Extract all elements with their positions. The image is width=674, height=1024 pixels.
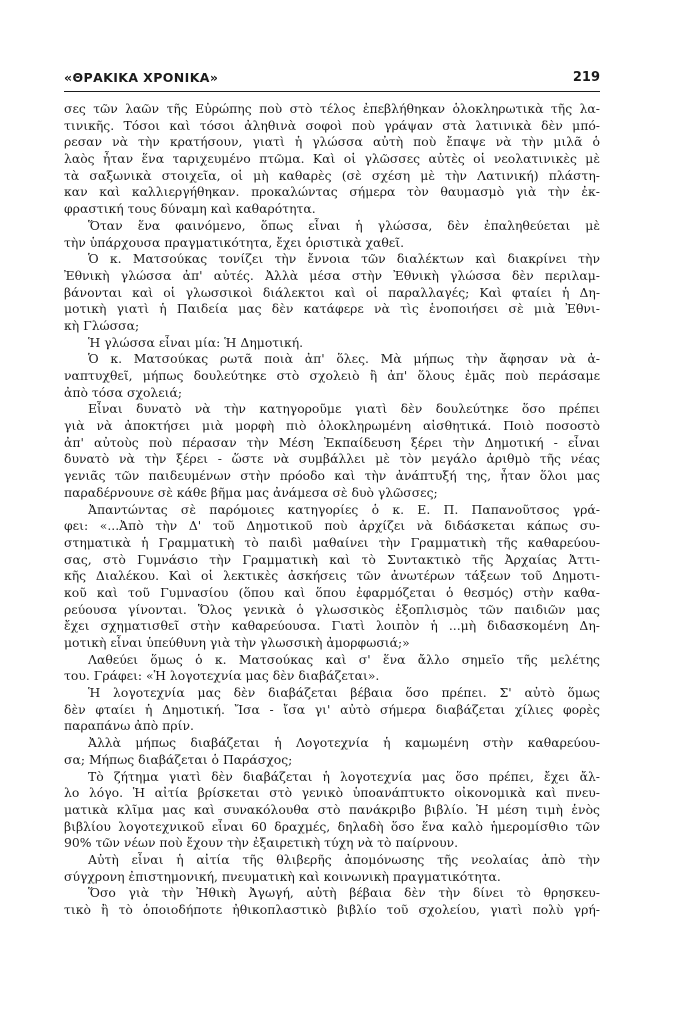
text-line: ναπτυχθεῖ, μήπως δουλεύτηκε στὸ σχολειὸ ἢ ἀπ' ὅλους ἐμᾶς ποὺ περάσαμε (64, 368, 600, 383)
text-line: μοτικὴ εἶναι ὑπεύθυνη γιὰ τὴν γλωσσικὴ ἀμορφωσιά;» (64, 635, 410, 650)
text-line: Τὸ ζήτημα γιατὶ δὲν διαβάζεται ἡ λογοτεχνία μας ὅσο πρέπει, ἔχει ἄλ- (88, 768, 600, 784)
text-line: τὰ σαξωνικὰ στοιχεῖα, οἱ μὴ καθαρὲς (σὲ σχέση μὲ τὴν Λατινική) πλάστη- (64, 167, 600, 183)
text-line: Ὁ κ. Ματσούκας τονίζει τὴν ἔννοια τῶν διαλέκτων καὶ διακρίνει τὴν (88, 251, 600, 267)
text-line: γιὰ νὰ ἀποκτήσει μιὰ μορφὴ πιὸ ὁλοκληρωμένη αἰσθητικά. Ποιὸ ποσοστὸ (64, 418, 600, 434)
text-line: λαὸς ἦταν ἕνα ταριχευμένο πτῶμα. Καὶ οἱ γλῶσσες αὐτὲς οἱ νεολατινικὲς μὲ (64, 151, 600, 167)
text-line: ἀπ' αὐτοὺς ποὺ πέρασαν τὴν Μέση Ἐκπαίδευση ξέρει τὴν Δημοτική - εἶναι (64, 434, 600, 450)
text-line: κῆς Διαλέκου. Καὶ οἱ λεκτικὲς ἀσκήσεις τῶν ἀνωτέρων τάξεων τοῦ Δημοτι- (64, 568, 600, 584)
text-line: καν καὶ καλλιεργήθηκαν. προκαλώντας σήμερα τὸν θαυμασμὸ γιὰ τὴν ἐκ- (64, 184, 600, 200)
text-line: στηματικὰ ἡ Γραμματικὴ τὸ παιδὶ μαθαίνει τὴν Γραμματικὴ τῆς καθαρεύου- (64, 534, 600, 550)
text-line: σα; Μήπως διαβάζεται ὁ Παράσχος; (64, 751, 293, 767)
text-line: φει: «...Ἀπὸ τὴν Δ' τοῦ Δημοτικοῦ ποὺ ἀρχίζει νὰ διδάσκεται κάπως συ- (64, 518, 600, 534)
text-line: του. Γράφει: «Ἡ λογοτεχνία μας δὲν διαβάζεται». (64, 668, 380, 684)
text-line: δὲν φταίει ἡ Δημοτική. Ἴσα - ἴσα γι' αὐτὸ σήμερα διαβάζεται χίλιες φορὲς (64, 701, 600, 717)
text-line: λο λόγο. Ἡ αἰτία βρίσκεται στὸ γενικὸ ὑποανάπτυκτο οἰκονομικὰ καὶ πνευ- (64, 785, 600, 801)
body-text (64, 101, 600, 919)
text-line: ἔχει σχηματισθεῖ στὴν καθαρεύουσα. Γιατὶ λοιπὸν ἡ ...μὴ διδασκομένη Δη- (64, 618, 600, 634)
text-line: ρεύουσα γίνονται. Ὅλος γενικὰ ὁ γλωσσικὸς ἐξοπλισμὸς τῶν παιδιῶν μας (64, 601, 600, 617)
text-line: ρεσαν νὰ τὴν κρατήσουν, γιατὶ ἡ γλώσσα αὐτὴ ποὺ ἔπαψε νὰ τὴν μιλᾶ ὁ (64, 134, 600, 150)
text-line: Εἶναι δυνατὸ νὰ τὴν κατηγοροῦμε γιατὶ δὲν δουλεύτηκε ὅσο πρέπει (88, 401, 600, 417)
text-line: Ὁ κ. Ματσούκας ρωτᾶ ποιὰ ἀπ' ὅλες. Μὰ μήπως τὴν ἄφησαν νὰ ἀ- (88, 351, 600, 367)
text-line: τινικῆς. Τόσοι καὶ τόσοι ἀληθινὰ σοφοὶ ποὺ γράψαν στὰ λατινικὰ δὲν μπό- (64, 117, 600, 133)
text-line: ἀπὸ τόσα σχολειά; (64, 384, 183, 400)
running-head (64, 70, 600, 90)
text-line: Ἡ λογοτεχνία μας δὲν διαβάζεται βέβαια ὅσο πρέπει. Σ' αὐτὸ ὅμως (88, 685, 600, 701)
text-line: Ἀπαντώντας σὲ παρόμοιες κατηγορίες ὁ κ. Ε. Π. Παπανοῦτσος γρά- (88, 501, 600, 517)
text-line: βιβλίου λογοτεχνικοῦ εἶναι 60 δραχμές, δηλαδὴ ὅσο ἕνα καλὸ ἡμερομίσθιο τῶν (64, 818, 600, 834)
text-line: Ὅταν ἕνα φαινόμενο, ὅπως εἶναι ἡ γλώσσα, δὲν ἐπαληθεύεται μὲ (88, 217, 600, 233)
text-line: Λαθεύει ὅμως ὁ κ. Ματσούκας καὶ σ' ἕνα ἄλλο σημεῖο τῆς μελέτης (88, 651, 600, 667)
text-line: 90% τῶν νέων ποὺ ἔχουν τὴν ἐξαιρετικὴ τύχη νὰ τὸ παίρνουν. (64, 835, 459, 851)
text-line: σας, στὸ Γυμνάσιο τὴν Γραμματικὴ καὶ τὸ Συντακτικὸ τῆς Ἀρχαίας Ἀττι- (64, 551, 600, 567)
text-line: κοῦ καὶ τοῦ Γυμνασίου (ὅπου καὶ ὅπου ἐφαρμόζεται ὁ θεσμός) στὴν καθα- (64, 584, 600, 600)
page-number: 219 (572, 70, 600, 85)
text-line: κὴ Γλώσσα; (64, 317, 140, 333)
text-line: βάνονται καὶ οἱ γλωσσικοὶ διάλεκτοι καὶ οἱ παραλλαγές; Καὶ φταίει ἡ Δη- (64, 284, 600, 300)
running-title: «ΘΡΑΚΙΚΑ ΧΡΟΝΙΚΑ» (64, 70, 219, 85)
text-line: μοτικὴ γιατὶ ἡ Παιδεία μας δὲν κατάφερε νὰ τὶς ἑνοποιήσει σὲ μιὰ Ἐθνι- (64, 301, 600, 317)
text-line: ματικὰ κλῖμα μας καὶ συνακόλουθα στὸ πανάκριβο βιβλίο. Ἡ μέση τιμὴ ἑνὸς (64, 801, 600, 817)
text-line: Ἡ γλώσσα εἶναι μία: Ἡ Δημοτική. (88, 334, 304, 350)
text-line: παραπάνω ἀπὸ πρίν. (64, 718, 194, 734)
text-line: σύγχρονη ἐπιστημονική, πνευματικὴ καὶ κοινωνικὴ πραγματικότητα. (64, 868, 501, 884)
text-line: παραδέρνουνε σὲ κάθε βῆμα μας ἀνάμεσα σὲ δυὸ γλῶσσες; (64, 484, 438, 500)
text-line: τικὸ ἢ τὸ ὁποιοδήποτε ἠθικοπλαστικὸ βιβλίο τοῦ σχολείου, γιατὶ πολὺ γρή- (64, 902, 600, 917)
text-line: Ἀλλὰ μήπως διαβάζεται ἡ Λογοτεχνία ἡ καμωμένη στὴν καθαρεύου- (88, 735, 600, 751)
text-line: Ὅσο γιὰ τὴν Ἠθικὴ Ἀγωγή, αὐτὴ βέβαια δὲν τὴν δίνει τὸ θρησκευ- (88, 885, 600, 901)
text-line: τὴν ὑπάρχουσα πραγματικότητα, ἔχει ὁριστικὰ χαθεῖ. (64, 234, 405, 250)
text-line: σες τῶν λαῶν τῆς Εὐρώπης ποὺ στὸ τέλος ἐπεβλήθηκαν ὁλοκληρωτικὰ τῆς λα- (64, 101, 600, 116)
text-line: γενιᾶς τῶν παιδευμένων στὴν πρόοδο καὶ τὴν ἀνάπτυξή της, ἦταν ὅλοι μας (64, 468, 600, 484)
text-line: Αὐτὴ εἶναι ἡ αἰτία τῆς θλιβερῆς ἀπομόνωσης τῆς νεολαίας ἀπὸ τὴν (88, 851, 600, 867)
text-line: δυνατὸ νὰ τὴν ξέρει - ὥστε νὰ συμβάλλει μὲ τὸν μεγάλο ἀριθμὸ τῆς νέας (64, 451, 600, 467)
text-line: Ἐθνικὴ γλώσσα ἀπ' αὐτές. Ἀλλὰ μέσα στὴν Ἐθνικὴ γλώσσα δὲν περιλαμ- (64, 267, 600, 283)
header-rule (64, 91, 600, 92)
text-line: φραστική τους δύναμη καὶ καθαρότητα. (64, 201, 316, 217)
